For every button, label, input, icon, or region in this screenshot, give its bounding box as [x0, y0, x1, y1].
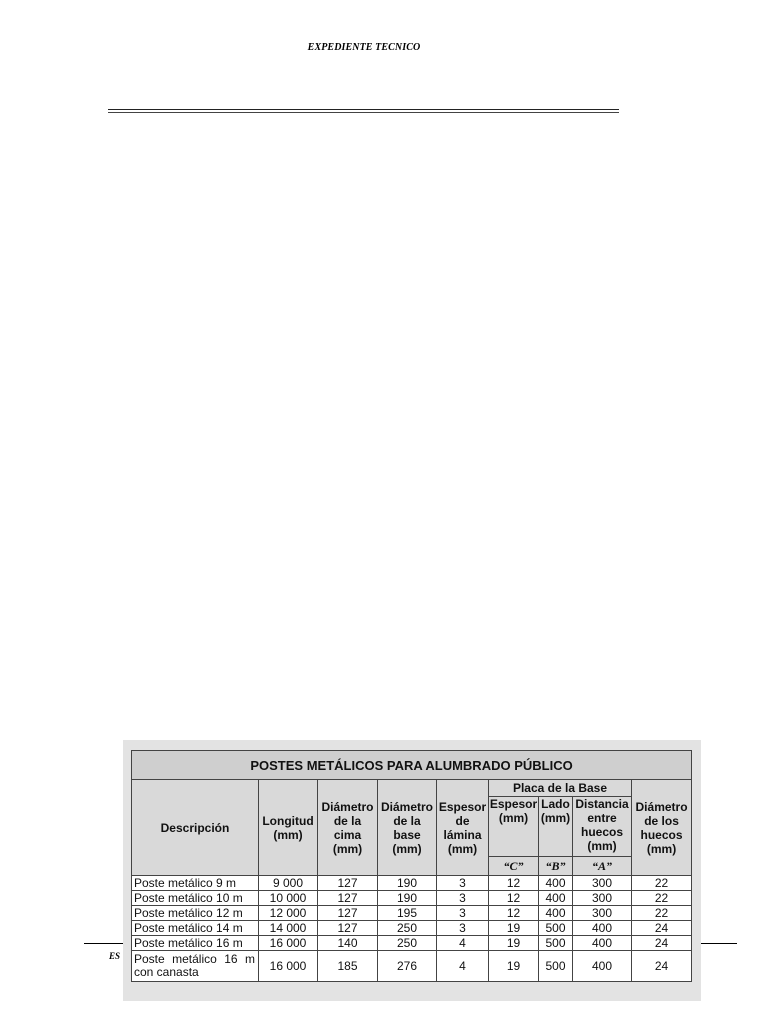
- cell-descripcion: [132, 951, 259, 982]
- cell-lado: 500: [539, 951, 573, 982]
- header-line: huecos: [640, 827, 683, 842]
- cell-lamina: 3: [437, 876, 489, 891]
- desc-word: Poste: [134, 952, 165, 966]
- header-line: (mm): [392, 841, 422, 856]
- cell-cima: 127: [318, 906, 378, 921]
- cell-base: 276: [378, 951, 437, 982]
- cell-placa-espesor: 12: [489, 891, 539, 906]
- table-row: [132, 891, 692, 906]
- table-row: [132, 921, 692, 936]
- header-line: base: [393, 827, 421, 842]
- col-letter-b: “B”: [539, 857, 573, 876]
- col-header-placa-lado: [539, 797, 573, 857]
- cell-distancia: 400: [573, 951, 632, 982]
- col-header-longitud: [259, 780, 318, 876]
- header-line: Diámetro: [321, 799, 374, 814]
- header-line: Lado: [541, 797, 570, 811]
- header-line: (mm): [646, 841, 677, 856]
- col-header-placa-distancia: [573, 797, 632, 857]
- cell-huecos: 24: [632, 921, 692, 936]
- table-body: [132, 876, 692, 951]
- cell-base: 250: [378, 936, 437, 951]
- cell-huecos: 22: [632, 876, 692, 891]
- col-header-descripcion: Descripción: [132, 780, 259, 876]
- cell-lado: 500: [539, 921, 573, 936]
- footer-rule-left: [84, 943, 126, 944]
- cell-distancia: 300: [573, 891, 632, 906]
- cell-lado: 500: [539, 936, 573, 951]
- cell-base: 190: [378, 891, 437, 906]
- header-line: Espesor: [489, 797, 538, 811]
- header-line: (mm): [540, 811, 571, 825]
- cell-cima: 127: [318, 876, 378, 891]
- cell-placa-espesor: 19: [489, 951, 539, 982]
- cell-placa-espesor: 19: [489, 921, 539, 936]
- cell-descripcion: Poste metálico 16 m: [132, 936, 259, 951]
- cell-longitud: 16 000: [259, 936, 318, 951]
- header-line: (mm): [332, 841, 363, 856]
- cell-placa-espesor: 19: [489, 936, 539, 951]
- cell-cima: 127: [318, 891, 378, 906]
- header-line: de: [455, 813, 470, 828]
- header-line: huecos: [580, 825, 623, 839]
- header-line: (mm): [587, 839, 617, 853]
- desc-word: 16: [224, 952, 238, 966]
- table-row: [132, 951, 692, 982]
- header-rule: [108, 109, 619, 110]
- cell-huecos: 24: [632, 951, 692, 982]
- cell-lado: 400: [539, 891, 573, 906]
- cell-longitud: 14 000: [259, 921, 318, 936]
- col-header-diametro-base: [378, 780, 437, 876]
- desc-word: m: [245, 952, 255, 966]
- table-row: [132, 876, 692, 891]
- cell-huecos: 24: [632, 936, 692, 951]
- cell-descripcion: Poste metálico 14 m: [132, 921, 259, 936]
- cell-distancia: 400: [573, 936, 632, 951]
- cell-lado: 400: [539, 906, 573, 921]
- cell-longitud: 9 000: [259, 876, 318, 891]
- col-header-diametro-huecos: [632, 780, 692, 876]
- footer-rule-right: [699, 943, 737, 944]
- desc-word: metálico: [172, 952, 217, 966]
- header-line: Longitud: [262, 813, 314, 828]
- header-line: Diámetro: [635, 799, 688, 814]
- col-header-espesor-lamina: [437, 780, 489, 876]
- table-row: [132, 936, 692, 951]
- cell-cima: 140: [318, 936, 378, 951]
- col-letter-c: “C”: [489, 857, 539, 876]
- cell-longitud: 16 000: [259, 951, 318, 982]
- cell-base: 190: [378, 876, 437, 891]
- cell-lamina: 3: [437, 891, 489, 906]
- cell-longitud: 12 000: [259, 906, 318, 921]
- cell-placa-espesor: 12: [489, 906, 539, 921]
- header-line: (mm): [498, 811, 529, 825]
- cell-lamina: 4: [437, 936, 489, 951]
- cell-descripcion: Poste metálico 12 m: [132, 906, 259, 921]
- cell-lamina: 3: [437, 921, 489, 936]
- cell-distancia: 400: [573, 921, 632, 936]
- header-line: Diámetro: [380, 799, 433, 814]
- col-header-placa-base: Placa de la Base: [489, 780, 632, 797]
- header-line: de la: [393, 813, 421, 828]
- cell-cima: 127: [318, 921, 378, 936]
- header-line: (mm): [447, 841, 478, 856]
- header-line: Espesor: [438, 799, 487, 814]
- table-title: POSTES METÁLICOS PARA ALUMBRADO PÚBLICO: [132, 751, 692, 780]
- cell-huecos: 22: [632, 906, 692, 921]
- header-line: de los: [644, 813, 679, 828]
- cell-placa-espesor: 12: [489, 876, 539, 891]
- col-header-placa-espesor: [489, 797, 539, 857]
- header-line: entre: [587, 811, 617, 825]
- header-line: (mm): [273, 827, 303, 842]
- cell-distancia: 300: [573, 876, 632, 891]
- header-line: Distancia: [575, 797, 629, 811]
- cell-descripcion: Poste metálico 9 m: [132, 876, 259, 891]
- header-rule-secondary: [108, 112, 619, 113]
- cell-lamina: 3: [437, 906, 489, 921]
- cell-distancia: 300: [573, 906, 632, 921]
- cell-lamina: 4: [437, 951, 489, 982]
- cell-lado: 400: [539, 876, 573, 891]
- cell-cima: 185: [318, 951, 378, 982]
- cell-longitud: 10 000: [259, 891, 318, 906]
- footer-text: ES: [109, 951, 121, 961]
- desc-line-2: con canasta: [134, 965, 199, 979]
- document-header-title: EXPEDIENTE TECNICO: [307, 42, 421, 53]
- cell-base: 195: [378, 906, 437, 921]
- header-line: cima: [333, 827, 362, 842]
- cell-huecos: 22: [632, 891, 692, 906]
- cell-base: 250: [378, 921, 437, 936]
- cell-descripcion: Poste metálico 10 m: [132, 891, 259, 906]
- table-row: [132, 906, 692, 921]
- poles-table-figure: [123, 740, 701, 1001]
- header-line: lámina: [443, 827, 482, 842]
- col-letter-a: “A”: [573, 857, 632, 876]
- col-header-diametro-cima: [318, 780, 378, 876]
- header-line: de la: [333, 813, 362, 828]
- poles-spec-table: [131, 750, 692, 982]
